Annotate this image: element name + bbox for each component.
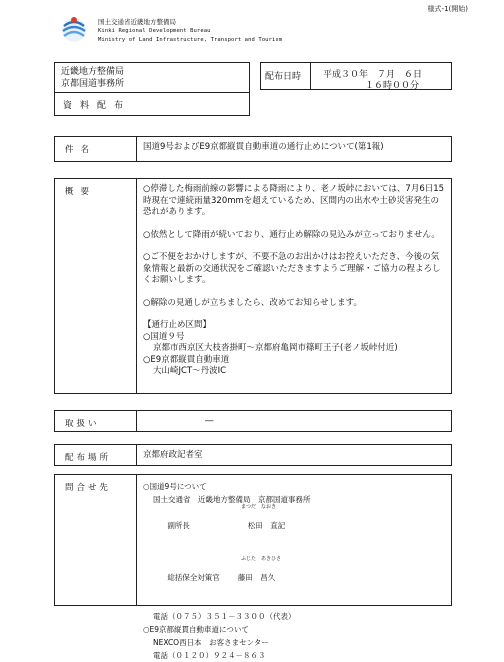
handling-value: ― (205, 416, 214, 426)
date-box (260, 62, 452, 90)
org-name-en-2: Ministry of Land Infrastructure, Transport and Tourism (98, 37, 283, 43)
mlit-logo (60, 14, 88, 46)
office-box (54, 62, 250, 116)
contact-org-line: 国土交通省 近畿地方整備局 京都国道事務所 (153, 495, 311, 504)
office-line-1: 近畿地方整備局 (61, 67, 125, 77)
date-line-1: 平成３０年 ７月 ６日 (323, 70, 423, 80)
contact-person-1-ruby: まつだ なおき (241, 504, 277, 510)
contact-person-2-ruby: ふじた あきひさ (241, 556, 282, 562)
subject-row (54, 136, 452, 162)
doc-type: 資料配布 (63, 101, 132, 111)
organization-block (98, 18, 282, 45)
contact-person-1-name: 松田 直記 (247, 521, 286, 530)
subject-label: 件名 (55, 137, 137, 161)
contact-phone-2: 電話（０１２０）９２４－８６３ (153, 651, 266, 660)
contact-person-2-title: 総括保全対策官 (167, 573, 220, 582)
closure-route-2: ○E9京都縦貫自動車道 (143, 354, 230, 365)
summary-row (54, 178, 452, 394)
handling-row (54, 410, 452, 432)
org-name-en-1: Kinki Regional Development Bureau (98, 28, 211, 34)
date-label: 配布日時 (261, 63, 311, 89)
org-name-ja: 国土交通省近畿地方整備局 (98, 18, 176, 26)
contact-phone-1: 電話（０７５）３５１－３３００（代表） (153, 612, 296, 621)
contact-person-1-title: 副所長 (167, 521, 190, 530)
distribution-row (54, 444, 452, 466)
contact-person-2-name: 藤田 昌久 (237, 573, 276, 582)
date-line-2: １６時００分 (365, 81, 420, 91)
summary-para-2: ○依然として降雨が続いており、通行止め解除の見込みが立っておりません。 (143, 229, 440, 240)
summary-label: 概要 (55, 179, 137, 393)
distribution-value: 京都府政記者室 (143, 450, 203, 460)
handling-label: 取扱い (55, 411, 137, 431)
closure-route-2-detail: 大山崎JCT～丹波IC (153, 366, 227, 376)
form-number: 様式-1(開始) (427, 5, 468, 13)
office-line-2: 京都国道事務所 (61, 79, 125, 89)
summary-para-4: ○解除の見通しが立ちましたら、改めてお知らせします。 (143, 297, 362, 308)
distribution-label: 配布場所 (55, 445, 137, 465)
summary-para-1: ○停滞した梅雨前線の影響による降雨により、老ノ坂峠においては、7月6日15時現在で連続雨量320mmを超えているため、区間内の出水や土砂災害発生の恐れがあります。 (143, 184, 445, 217)
subject-value: 国道9号およびE9京都縦貫自動車道の通行止めについて(第1報) (143, 142, 384, 152)
closure-route-1-detail: 京都市西京区大枝沓掛町～京都府亀岡市篠町王子(老ノ坂峠付近) (153, 343, 398, 353)
contact-label: 問合せ先 (55, 475, 137, 605)
closure-section-title: 【通行止め区間】 (143, 320, 212, 330)
contact-body (143, 480, 447, 662)
closure-route-1: ○国道９号 (143, 331, 185, 342)
contact-row (54, 474, 452, 660)
contact-heading-1: ○国道9号について (143, 482, 207, 491)
contact-org-2-line: NEXCO西日本 お客さまセンター (153, 638, 269, 647)
summary-body (143, 184, 447, 378)
summary-para-3: ○ご不便をおかけしますが、不要不急のお出かけはお控えいただき、今後の気象情報と最新の交通状況をご確認いただきますようご理解・ご協力の程よろしくお願いします。 (143, 252, 441, 285)
contact-heading-2: ○E9京都縦貫自動車道について (143, 625, 249, 634)
